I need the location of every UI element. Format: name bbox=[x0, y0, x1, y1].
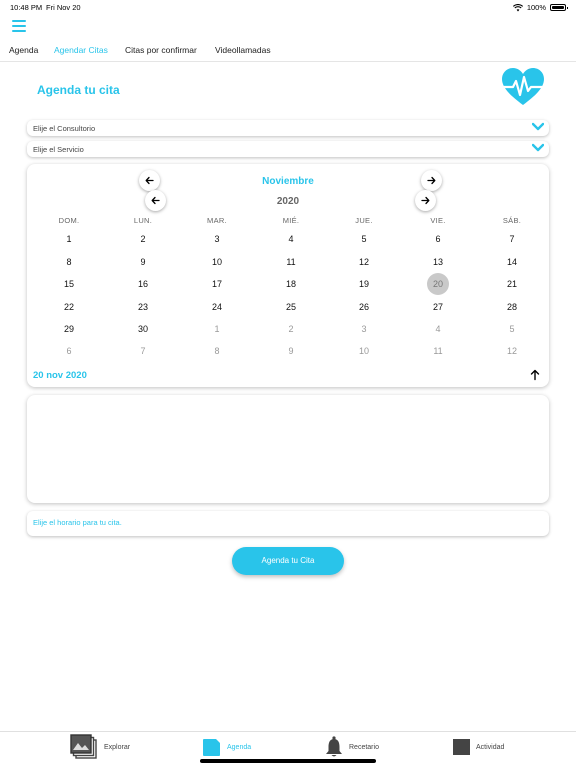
weekday-label: JUE. bbox=[355, 216, 373, 225]
calendar-day[interactable]: 16 bbox=[137, 279, 148, 289]
tab-videollamadas[interactable]: Videollamadas bbox=[215, 45, 271, 55]
calendar-day[interactable]: 29 bbox=[63, 324, 74, 334]
chevron-down-icon bbox=[532, 143, 544, 153]
next-year-button[interactable] bbox=[415, 190, 436, 211]
calendar-day[interactable]: 9 bbox=[140, 257, 146, 267]
weekday-label: SÁB. bbox=[502, 216, 522, 225]
calendar-day[interactable]: 5 bbox=[361, 234, 367, 244]
calendar-day[interactable]: 4 bbox=[435, 324, 441, 334]
servicio-select-label: Elije el Servicio bbox=[33, 145, 84, 154]
weekday-label: MIÉ. bbox=[282, 216, 300, 225]
calendar-day[interactable]: 2 bbox=[288, 324, 294, 334]
bottom-tab-explorar-label: Explorar bbox=[104, 743, 131, 751]
bottom-tab-explorar[interactable] bbox=[70, 732, 130, 762]
weekday-label: DOM. bbox=[58, 216, 80, 225]
bell-icon bbox=[325, 736, 343, 758]
calendar-day[interactable]: 27 bbox=[432, 302, 443, 312]
weekday-label: LUN. bbox=[133, 216, 153, 225]
top-tabs bbox=[0, 45, 576, 62]
calendar-day[interactable]: 12 bbox=[358, 257, 369, 267]
calendar-day[interactable]: 23 bbox=[137, 302, 148, 312]
page-title: Agenda tu cita bbox=[37, 83, 120, 97]
calendar-day[interactable]: 10 bbox=[358, 346, 369, 356]
schedule-hint bbox=[27, 511, 549, 536]
calendar-day[interactable]: 17 bbox=[211, 279, 222, 289]
calendar-day[interactable]: 19 bbox=[358, 279, 369, 289]
bottom-tab-actividad-label: Actividad bbox=[476, 743, 505, 751]
bottom-tab-actividad[interactable] bbox=[453, 732, 504, 762]
calendar-day[interactable]: 24 bbox=[211, 302, 222, 312]
calendar-day[interactable]: 11 bbox=[286, 257, 296, 267]
calendar-day[interactable]: 21 bbox=[506, 279, 517, 289]
arrow-right-icon bbox=[421, 196, 430, 205]
bottom-tab-agenda-label: Agenda bbox=[227, 743, 252, 751]
calendar-day[interactable]: 28 bbox=[506, 302, 517, 312]
calendar-day[interactable]: 30 bbox=[137, 324, 148, 334]
schedule-hint-text: Elije el horario para tu cita. bbox=[33, 518, 122, 527]
selected-date-label: 20 nov 2020 bbox=[33, 370, 87, 381]
calendar-day[interactable]: 5 bbox=[509, 324, 515, 334]
battery-percent: 100% bbox=[526, 3, 546, 12]
arrow-right-icon bbox=[427, 176, 436, 185]
status-right bbox=[513, 3, 566, 12]
bottom-tab-agenda[interactable] bbox=[202, 732, 251, 762]
calendar-day[interactable]: 13 bbox=[432, 257, 443, 267]
calendar-day[interactable]: 7 bbox=[509, 234, 515, 244]
tab-agenda[interactable]: Agenda bbox=[9, 45, 39, 55]
calendar bbox=[27, 164, 549, 387]
weekday-label: MAR. bbox=[207, 216, 227, 225]
calendar-day[interactable]: 8 bbox=[66, 257, 72, 267]
calendar-day[interactable]: 15 bbox=[63, 279, 74, 289]
calendar-day[interactable]: 1 bbox=[66, 234, 72, 244]
calendar-day[interactable]: 26 bbox=[358, 302, 369, 312]
tab-citas-por-confirmar[interactable]: Citas por confirmar bbox=[125, 45, 197, 55]
photo-stack-icon bbox=[70, 734, 98, 760]
consultorio-select[interactable] bbox=[27, 120, 549, 136]
activity-icon bbox=[453, 739, 470, 755]
arrow-up-icon[interactable] bbox=[529, 369, 541, 381]
calendar-day[interactable]: 6 bbox=[435, 234, 441, 244]
menu-icon[interactable] bbox=[12, 20, 26, 32]
agenda-tu-cita-button[interactable]: Agenda tu Cita bbox=[232, 547, 344, 575]
calendar-day[interactable]: 25 bbox=[285, 302, 296, 312]
calendar-day-selected[interactable]: 20 bbox=[427, 273, 449, 295]
calendar-day[interactable]: 9 bbox=[288, 346, 294, 356]
calendar-day[interactable]: 14 bbox=[506, 257, 517, 267]
calendar-day[interactable]: 8 bbox=[214, 346, 220, 356]
calendar-day[interactable]: 18 bbox=[285, 279, 296, 289]
heart-pulse-logo-icon bbox=[501, 67, 545, 107]
calendar-year[interactable]: 2020 bbox=[276, 196, 300, 207]
calendar-day[interactable]: 4 bbox=[288, 234, 294, 244]
time-slots-panel bbox=[27, 395, 549, 503]
calendar-day[interactable]: 11 bbox=[433, 346, 443, 356]
home-indicator bbox=[200, 759, 376, 763]
calendar-day[interactable]: 2 bbox=[140, 234, 146, 244]
battery-icon bbox=[550, 4, 566, 11]
consultorio-select-label: Elije el Consultorio bbox=[33, 124, 96, 133]
agenda-icon bbox=[202, 738, 221, 757]
calendar-month[interactable]: Noviembre bbox=[262, 176, 314, 187]
servicio-select[interactable] bbox=[27, 141, 549, 157]
calendar-day[interactable]: 1 bbox=[214, 324, 220, 334]
next-month-button[interactable] bbox=[421, 170, 442, 191]
weekday-label: VIE. bbox=[430, 216, 446, 225]
status-date: Fri Nov 20 bbox=[46, 3, 81, 12]
tab-agendar-citas[interactable]: Agendar Citas bbox=[54, 45, 108, 55]
calendar-day[interactable]: 22 bbox=[63, 302, 74, 312]
chevron-down-icon bbox=[532, 122, 544, 132]
calendar-day[interactable]: 3 bbox=[214, 234, 220, 244]
wifi-icon bbox=[513, 4, 523, 12]
status-bar bbox=[0, 0, 576, 14]
bottom-tab-recetario[interactable] bbox=[325, 732, 379, 762]
calendar-day[interactable]: 7 bbox=[140, 346, 146, 356]
calendar-day[interactable]: 6 bbox=[66, 346, 72, 356]
calendar-day[interactable]: 10 bbox=[211, 257, 222, 267]
bottom-tab-recetario-label: Recetario bbox=[349, 743, 379, 751]
calendar-day[interactable]: 12 bbox=[506, 346, 517, 356]
status-time: 10:48 PM bbox=[10, 3, 43, 12]
calendar-day[interactable]: 3 bbox=[361, 324, 367, 334]
